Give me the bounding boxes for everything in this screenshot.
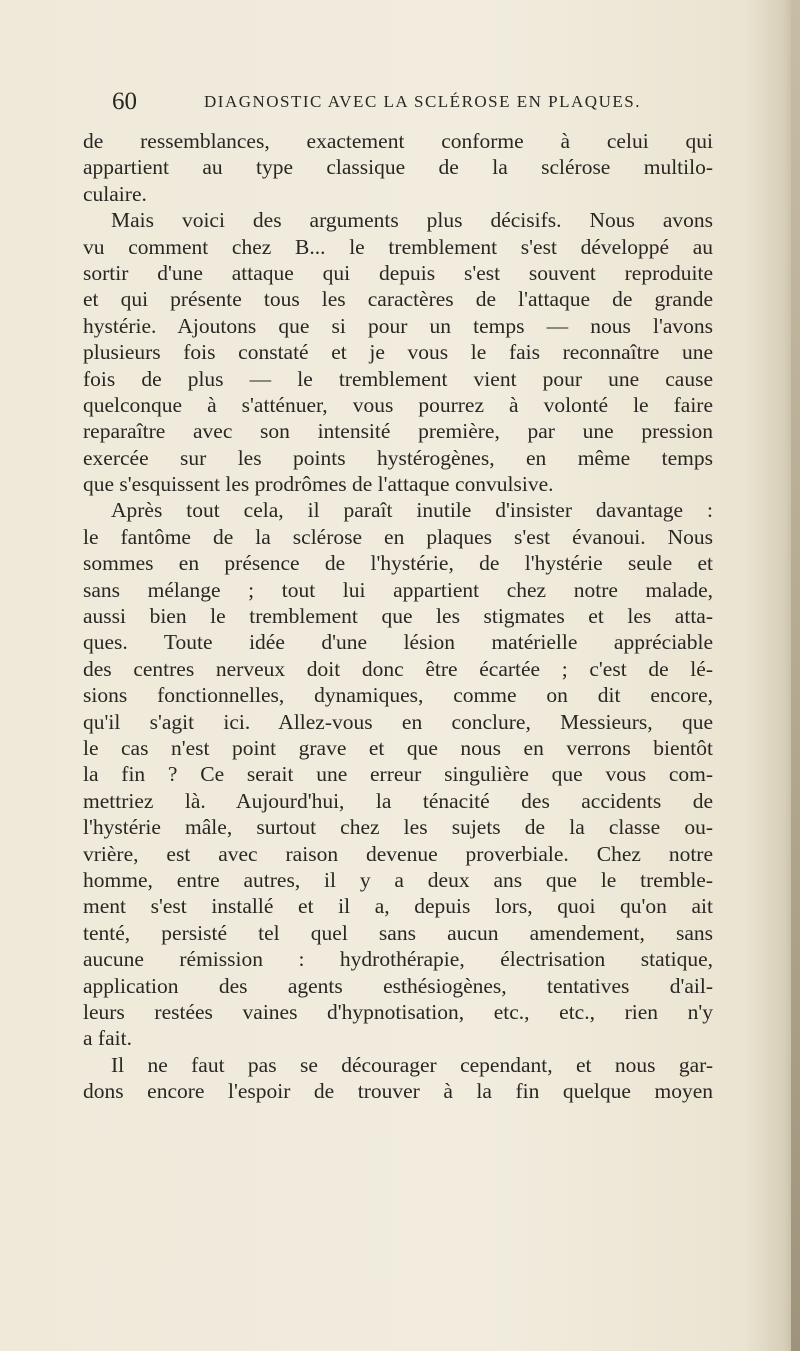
page-edge-shadow [791, 0, 800, 1351]
text-line: le cas n'est point grave et que nous en verrons bientôt [83, 735, 713, 760]
running-head: DIAGNOSTIC AVEC LA SCLÉROSE EN PLAQUES. [204, 92, 641, 111]
text-line: vu comment chez B... le tremblement s'est développé au [83, 234, 713, 259]
text-line: vrière, est avec raison devenue proverbiale. Chez notre [83, 841, 713, 866]
page-number: 60 [112, 88, 137, 115]
text-line: Il ne faut pas se décourager cependant, et nous gar- [111, 1052, 713, 1077]
text-line: de ressemblances, exactement conforme à celui qui [83, 129, 713, 153]
text-line: qu'il s'agit ici. Allez-vous en conclure, Messieurs, que [83, 709, 713, 734]
text-line: appartient au type classique de la sclérose multilo- [83, 155, 713, 180]
text-line: mettriez là. Aujourd'hui, la ténacité des accidents de [83, 788, 713, 813]
text-line: sions fonctionnelles, dynamiques, comme on dit encore, [83, 683, 713, 708]
text-line: sommes en présence de l'hystérie, de l'hystérie seule et [83, 551, 713, 576]
text-line: sortir d'une attaque qui depuis s'est souvent reproduite [83, 260, 713, 285]
text-line: que s'esquissent les prodrômes de l'attaque convulsive. [83, 472, 554, 497]
text-line: culaire. [83, 181, 147, 206]
text-line: fois de plus — le tremblement vient pour une cause [83, 366, 713, 391]
text-line: l'hystérie mâle, surtout chez les sujets de la classe ou- [83, 815, 713, 840]
text-line: a fait. [83, 1026, 132, 1051]
text-line: tenté, persisté tel quel sans aucun amendement, sans [83, 920, 713, 945]
text-line: plusieurs fois constaté et je vous le fais reconnaître une [83, 340, 713, 365]
text-line: sans mélange ; tout lui appartient chez notre malade, [83, 577, 713, 602]
text-line: leurs restées vaines d'hypnotisation, etc., etc., rien n'y [83, 999, 713, 1024]
text-line: aussi bien le tremblement que les stigmates et les atta- [83, 604, 713, 629]
text-line: aucune rémission : hydrothérapie, électrisation statique, [83, 947, 713, 972]
text-line: ment s'est installé et il a, depuis lors, quoi qu'on ait [83, 894, 713, 919]
text-line: reparaître avec son intensité première, par une pression [83, 419, 713, 444]
body-text [83, 128, 713, 1104]
text-line: Mais voici des arguments plus décisifs. Nous avons [111, 208, 713, 233]
text-line: homme, entre autres, il y a deux ans que le tremble- [83, 867, 713, 892]
text-line: dons encore l'espoir de trouver à la fin quelque moyen [83, 1079, 713, 1104]
text-line: hystérie. Ajoutons que si pour un temps — nous l'avons [83, 313, 713, 338]
page-header [112, 88, 652, 118]
text-line: des centres nerveux doit donc être écartée ; c'est de lé- [83, 656, 713, 681]
text-line: application des agents esthésiogènes, tentatives d'ail- [83, 973, 713, 998]
text-line: la fin ? Ce serait une erreur singulière que vous com- [83, 762, 713, 787]
text-line: quelconque à s'atténuer, vous pourrez à volonté le faire [83, 392, 713, 417]
text-line: ques. Toute idée d'une lésion matérielle appréciable [83, 630, 713, 655]
text-line: et qui présente tous les caractères de l'attaque de grande [83, 287, 713, 312]
text-line: exercée sur les points hystérogènes, en même temps [83, 445, 713, 470]
text-line: le fantôme de la sclérose en plaques s'est évanoui. Nous [83, 524, 713, 549]
text-line: Après tout cela, il paraît inutile d'insister davantage : [111, 498, 713, 523]
